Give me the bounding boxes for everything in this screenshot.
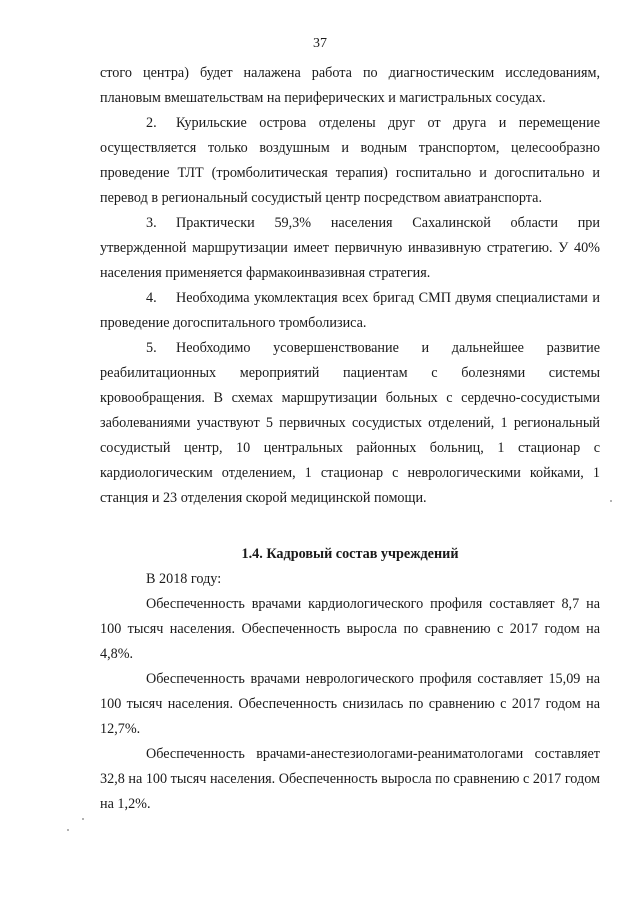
list-item-text: Курильские острова отделены друг от друга и перемещение осуществляется только воздушным и водным транспортом, целесообразно проведение ТЛТ (тромболитическая терапия) госпитально и догоспитально и перевод в региональный сосудистый центр посредством авиатранспорта. <box>100 115 600 206</box>
bottom-text-block <box>100 567 600 817</box>
list-item-5 <box>100 336 600 511</box>
list-item-4 <box>100 286 600 336</box>
page-number: 37 <box>313 36 327 51</box>
paragraph-year-intro: В 2018 году: <box>146 571 222 587</box>
list-item-number: 4. <box>146 290 157 306</box>
scan-speck <box>67 829 69 831</box>
paragraph-cardiology: Обеспеченность врачами кардиологического профиля составляет 8,7 на 100 тысяч населения. Обеспеченность выросла по сравнению с 2017 годом на 4,8%. <box>100 596 600 662</box>
paragraph-continuation: стого центра) будет налажена работа по диагностическим исследованиям, плановым вмешательствам на периферических и магистральных сосудах. <box>100 65 600 106</box>
list-item-number: 5. <box>146 340 157 356</box>
list-item-text: Необходима укомлектация всех бригад СМП двумя специалистами и проведение догоспитального тромболизиса. <box>100 290 600 331</box>
section-heading: 1.4. Кадровый состав учреждений <box>241 546 459 562</box>
scan-speck <box>82 818 84 820</box>
scan-speck <box>610 500 612 502</box>
list-item-2 <box>100 111 600 211</box>
list-item-number: 2. <box>146 115 157 131</box>
list-item-text: Необходимо усовершенствование и дальнейшее развитие реабилитационных мероприятий пациентам с болезнями системы кровообращения. В схемах маршрутизации больных с сердечно-сосудистыми заболеваниями участвуют 5 первичных сосудистых отделений, 1 региональный сосудистый центр, 10 центральных районных больниц, 1 стационар с кардиологическим отделением, 1 стационар с неврологическими койками, 1 станция и 23 отделения скорой медицинской помощи. <box>100 340 600 506</box>
top-text-block <box>100 61 600 511</box>
list-item-text: Практически 59,3% населения Сахалинской области при утвержденной маршрутизации имеет первичную инвазивную стратегию. У 40% населения применяется фармакоинвазивная стратегия. <box>100 215 600 281</box>
list-item-number: 3. <box>146 215 157 231</box>
paragraph-anesthesiology: Обеспеченность врачами-анестезиологами-реаниматологами составляет 32,8 на 100 тысяч населения. Обеспеченность выросла по сравнению с 2017 годом на 1,2%. <box>100 746 600 812</box>
list-item-3 <box>100 211 600 286</box>
paragraph-neurology: Обеспеченность врачами неврологического профиля составляет 15,09 на 100 тысяч населения. Обеспеченность снизилась по сравнению с 2017 годом на 12,7%. <box>100 671 600 737</box>
